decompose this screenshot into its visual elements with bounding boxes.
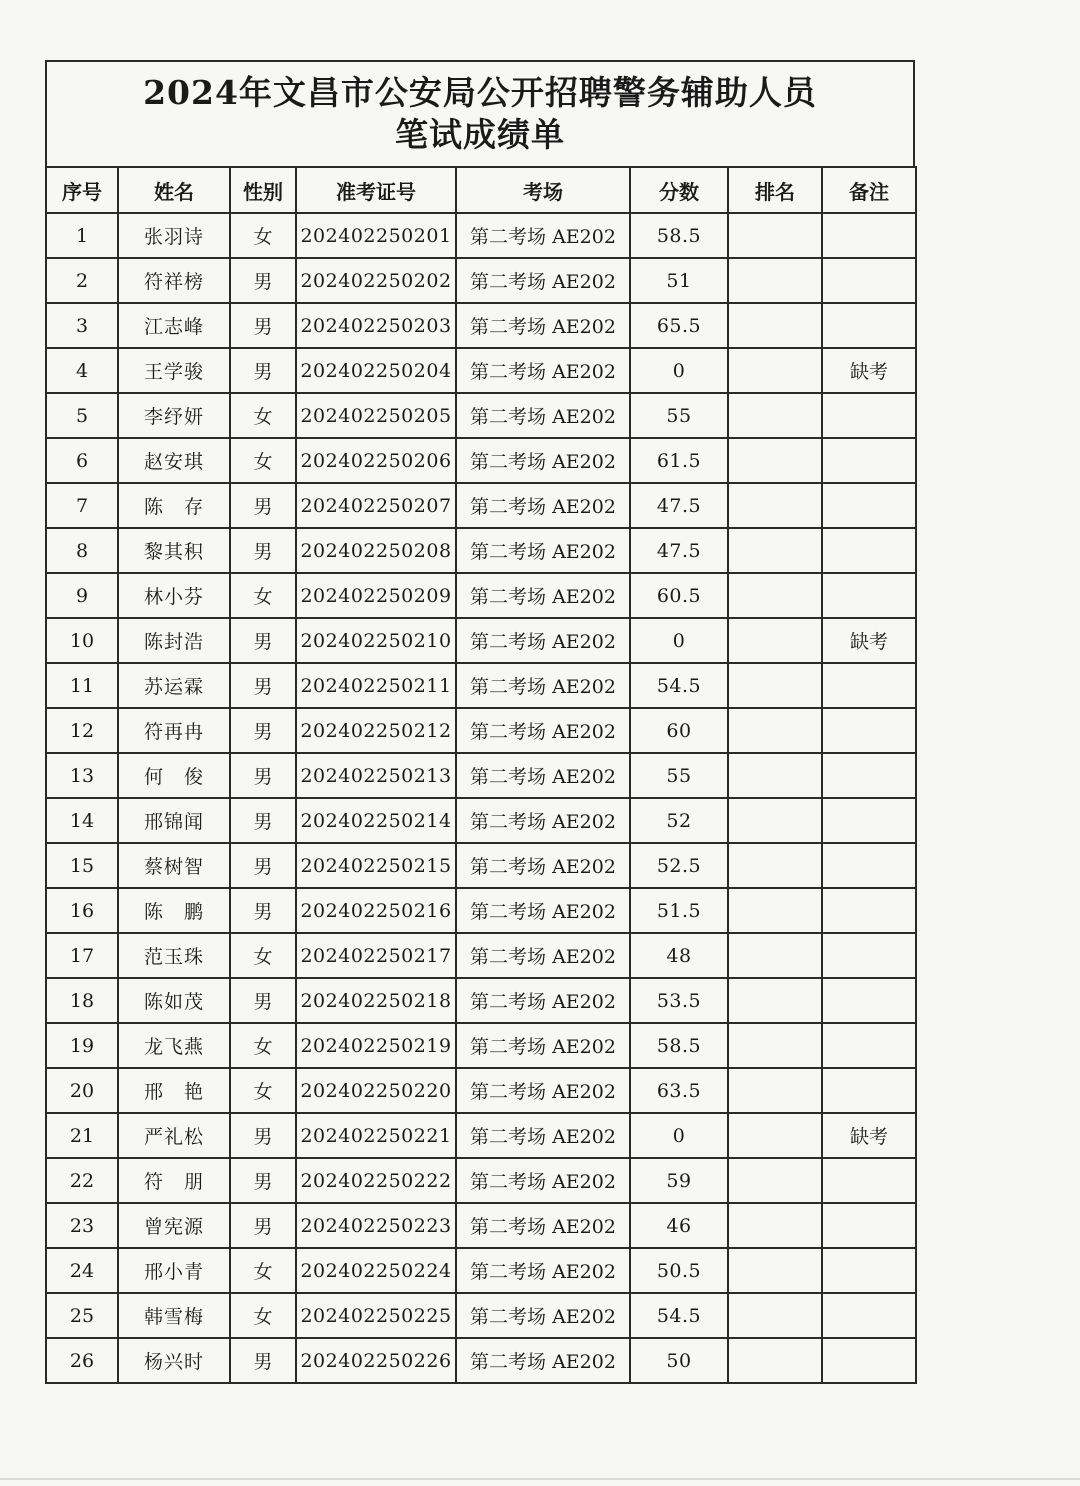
cell-exam-id: 202402250208 — [296, 528, 456, 573]
cell-rank — [728, 888, 822, 933]
cell-name: 范玉珠 — [118, 933, 230, 978]
cell-rank — [728, 483, 822, 528]
cell-gender: 男 — [230, 303, 296, 348]
cell-note — [822, 753, 916, 798]
cell-exam-id: 202402250218 — [296, 978, 456, 1023]
cell-score: 47.5 — [630, 528, 728, 573]
cell-exam-room: 第二考场 AE202 — [456, 1248, 630, 1293]
cell-name: 曾宪源 — [118, 1203, 230, 1248]
cell-rank — [728, 798, 822, 843]
table-row — [46, 573, 916, 618]
cell-rank — [728, 573, 822, 618]
cell-score: 55 — [630, 753, 728, 798]
cell-exam-room: 第二考场 AE202 — [456, 1023, 630, 1068]
table-row — [46, 1068, 916, 1113]
cell-rank — [728, 1338, 822, 1383]
cell-score: 60 — [630, 708, 728, 753]
cell-gender: 男 — [230, 618, 296, 663]
cell-note — [822, 528, 916, 573]
cell-no: 11 — [46, 663, 118, 708]
table-row — [46, 213, 916, 258]
cell-score: 53.5 — [630, 978, 728, 1023]
score-sheet — [45, 60, 915, 1384]
cell-note — [822, 978, 916, 1023]
table-row — [46, 663, 916, 708]
cell-note — [822, 258, 916, 303]
table-row — [46, 1338, 916, 1383]
cell-exam-id: 202402250209 — [296, 573, 456, 618]
document-subtitle: 笔试成绩单 — [395, 115, 565, 154]
cell-no: 12 — [46, 708, 118, 753]
cell-gender: 男 — [230, 483, 296, 528]
cell-rank — [728, 1248, 822, 1293]
cell-rank — [728, 708, 822, 753]
cell-exam-room: 第二考场 AE202 — [456, 483, 630, 528]
cell-no: 15 — [46, 843, 118, 888]
cell-score: 52 — [630, 798, 728, 843]
cell-exam-id: 202402250211 — [296, 663, 456, 708]
cell-score: 58.5 — [630, 213, 728, 258]
cell-gender: 男 — [230, 258, 296, 303]
cell-exam-room: 第二考场 AE202 — [456, 663, 630, 708]
header-exam-room: 考场 — [456, 167, 630, 213]
table-row — [46, 258, 916, 303]
cell-exam-id: 202402250215 — [296, 843, 456, 888]
cell-rank — [728, 978, 822, 1023]
cell-gender: 男 — [230, 978, 296, 1023]
cell-no: 13 — [46, 753, 118, 798]
cell-gender: 男 — [230, 753, 296, 798]
cell-note — [822, 213, 916, 258]
cell-rank — [728, 528, 822, 573]
cell-gender: 女 — [230, 1068, 296, 1113]
cell-note — [822, 843, 916, 888]
table-row — [46, 708, 916, 753]
cell-no: 5 — [46, 393, 118, 438]
cell-exam-room: 第二考场 AE202 — [456, 303, 630, 348]
cell-gender: 男 — [230, 1338, 296, 1383]
cell-no: 25 — [46, 1293, 118, 1338]
cell-rank — [728, 213, 822, 258]
cell-rank — [728, 1203, 822, 1248]
table-row — [46, 798, 916, 843]
cell-name: 符 朋 — [118, 1158, 230, 1203]
cell-no: 1 — [46, 213, 118, 258]
cell-name: 王学骏 — [118, 348, 230, 393]
cell-note — [822, 663, 916, 708]
cell-score: 60.5 — [630, 573, 728, 618]
cell-note — [822, 1293, 916, 1338]
cell-no: 26 — [46, 1338, 118, 1383]
cell-gender: 男 — [230, 708, 296, 753]
cell-gender: 男 — [230, 1113, 296, 1158]
cell-note — [822, 1068, 916, 1113]
cell-exam-id: 202402250202 — [296, 258, 456, 303]
cell-no: 14 — [46, 798, 118, 843]
table-row — [46, 1293, 916, 1338]
cell-note: 缺考 — [822, 348, 916, 393]
cell-name: 陈 鹏 — [118, 888, 230, 933]
cell-note — [822, 303, 916, 348]
cell-rank — [728, 618, 822, 663]
cell-note: 缺考 — [822, 618, 916, 663]
cell-exam-id: 202402250204 — [296, 348, 456, 393]
cell-score: 58.5 — [630, 1023, 728, 1068]
cell-name: 邢锦闻 — [118, 798, 230, 843]
cell-exam-room: 第二考场 AE202 — [456, 843, 630, 888]
cell-gender: 女 — [230, 1023, 296, 1068]
cell-no: 16 — [46, 888, 118, 933]
cell-exam-id: 202402250217 — [296, 933, 456, 978]
cell-note — [822, 438, 916, 483]
cell-gender: 女 — [230, 573, 296, 618]
cell-score: 51.5 — [630, 888, 728, 933]
cell-score: 46 — [630, 1203, 728, 1248]
cell-exam-id: 202402250222 — [296, 1158, 456, 1203]
cell-no: 7 — [46, 483, 118, 528]
cell-name: 苏运霖 — [118, 663, 230, 708]
cell-gender: 女 — [230, 1293, 296, 1338]
cell-score: 0 — [630, 348, 728, 393]
cell-exam-id: 202402250205 — [296, 393, 456, 438]
table-row — [46, 753, 916, 798]
table-row — [46, 1158, 916, 1203]
cell-note — [822, 1248, 916, 1293]
cell-exam-room: 第二考场 AE202 — [456, 1068, 630, 1113]
table-row — [46, 438, 916, 483]
cell-no: 20 — [46, 1068, 118, 1113]
cell-rank — [728, 348, 822, 393]
cell-exam-room: 第二考场 AE202 — [456, 528, 630, 573]
cell-rank — [728, 1113, 822, 1158]
cell-score: 61.5 — [630, 438, 728, 483]
cell-exam-room: 第二考场 AE202 — [456, 1203, 630, 1248]
cell-note — [822, 1023, 916, 1068]
cell-gender: 男 — [230, 843, 296, 888]
cell-name: 符再冉 — [118, 708, 230, 753]
cell-exam-id: 202402250207 — [296, 483, 456, 528]
cell-score: 0 — [630, 1113, 728, 1158]
cell-name: 杨兴时 — [118, 1338, 230, 1383]
cell-gender: 男 — [230, 663, 296, 708]
cell-rank — [728, 1023, 822, 1068]
cell-note — [822, 1158, 916, 1203]
cell-score: 63.5 — [630, 1068, 728, 1113]
cell-score: 51 — [630, 258, 728, 303]
cell-name: 林小芬 — [118, 573, 230, 618]
cell-gender: 女 — [230, 1248, 296, 1293]
cell-score: 59 — [630, 1158, 728, 1203]
table-row — [46, 933, 916, 978]
cell-name: 韩雪梅 — [118, 1293, 230, 1338]
cell-score: 0 — [630, 618, 728, 663]
cell-exam-id: 202402250212 — [296, 708, 456, 753]
cell-gender: 男 — [230, 798, 296, 843]
cell-gender: 男 — [230, 528, 296, 573]
cell-name: 赵安琪 — [118, 438, 230, 483]
cell-no: 23 — [46, 1203, 118, 1248]
cell-exam-room: 第二考场 AE202 — [456, 573, 630, 618]
cell-no: 22 — [46, 1158, 118, 1203]
cell-exam-id: 202402250221 — [296, 1113, 456, 1158]
cell-no: 2 — [46, 258, 118, 303]
cell-exam-room: 第二考场 AE202 — [456, 1338, 630, 1383]
cell-note — [822, 933, 916, 978]
cell-note: 缺考 — [822, 1113, 916, 1158]
cell-gender: 女 — [230, 933, 296, 978]
cell-exam-room: 第二考场 AE202 — [456, 978, 630, 1023]
header-name: 姓名 — [118, 167, 230, 213]
cell-exam-room: 第二考场 AE202 — [456, 708, 630, 753]
cell-exam-room: 第二考场 AE202 — [456, 618, 630, 663]
cell-exam-room: 第二考场 AE202 — [456, 213, 630, 258]
cell-exam-room: 第二考场 AE202 — [456, 888, 630, 933]
cell-exam-room: 第二考场 AE202 — [456, 1293, 630, 1338]
header-note: 备注 — [822, 167, 916, 213]
cell-exam-id: 202402250226 — [296, 1338, 456, 1383]
cell-note — [822, 798, 916, 843]
cell-no: 19 — [46, 1023, 118, 1068]
cell-no: 6 — [46, 438, 118, 483]
header-no: 序号 — [46, 167, 118, 213]
table-row — [46, 978, 916, 1023]
table-row — [46, 348, 916, 393]
table-row — [46, 393, 916, 438]
cell-exam-id: 202402250214 — [296, 798, 456, 843]
cell-name: 蔡树智 — [118, 843, 230, 888]
table-header-row — [46, 167, 916, 213]
cell-no: 18 — [46, 978, 118, 1023]
cell-note — [822, 708, 916, 753]
cell-exam-id: 202402250216 — [296, 888, 456, 933]
table-row — [46, 888, 916, 933]
cell-exam-id: 202402250220 — [296, 1068, 456, 1113]
cell-gender: 女 — [230, 393, 296, 438]
cell-note — [822, 573, 916, 618]
cell-name: 龙飞燕 — [118, 1023, 230, 1068]
cell-no: 4 — [46, 348, 118, 393]
table-row — [46, 483, 916, 528]
table-row — [46, 1203, 916, 1248]
cell-exam-id: 202402250210 — [296, 618, 456, 663]
cell-gender: 男 — [230, 348, 296, 393]
cell-name: 陈如茂 — [118, 978, 230, 1023]
cell-exam-room: 第二考场 AE202 — [456, 1113, 630, 1158]
cell-rank — [728, 1068, 822, 1113]
table-row — [46, 303, 916, 348]
cell-rank — [728, 1293, 822, 1338]
cell-score: 50.5 — [630, 1248, 728, 1293]
cell-rank — [728, 1158, 822, 1203]
cell-name: 邢 艳 — [118, 1068, 230, 1113]
cell-exam-id: 202402250223 — [296, 1203, 456, 1248]
header-rank: 排名 — [728, 167, 822, 213]
cell-gender: 男 — [230, 888, 296, 933]
cell-no: 9 — [46, 573, 118, 618]
cell-exam-id: 202402250224 — [296, 1248, 456, 1293]
cell-no: 8 — [46, 528, 118, 573]
table-row — [46, 1248, 916, 1293]
cell-rank — [728, 303, 822, 348]
cell-name: 张羽诗 — [118, 213, 230, 258]
table-row — [46, 1113, 916, 1158]
cell-name: 江志峰 — [118, 303, 230, 348]
cell-rank — [728, 843, 822, 888]
cell-exam-room: 第二考场 AE202 — [456, 1158, 630, 1203]
cell-exam-id: 202402250206 — [296, 438, 456, 483]
cell-rank — [728, 933, 822, 978]
cell-no: 3 — [46, 303, 118, 348]
cell-score: 52.5 — [630, 843, 728, 888]
table-row — [46, 528, 916, 573]
cell-note — [822, 1203, 916, 1248]
cell-score: 47.5 — [630, 483, 728, 528]
cell-name: 陈封浩 — [118, 618, 230, 663]
cell-exam-id: 202402250201 — [296, 213, 456, 258]
cell-name: 何 俊 — [118, 753, 230, 798]
cell-score: 54.5 — [630, 663, 728, 708]
cell-gender: 男 — [230, 1158, 296, 1203]
cell-no: 10 — [46, 618, 118, 663]
cell-exam-room: 第二考场 AE202 — [456, 348, 630, 393]
cell-name: 严礼松 — [118, 1113, 230, 1158]
cell-exam-room: 第二考场 AE202 — [456, 438, 630, 483]
header-exam-id: 准考证号 — [296, 167, 456, 213]
cell-score: 55 — [630, 393, 728, 438]
cell-exam-room: 第二考场 AE202 — [456, 258, 630, 303]
cell-name: 符祥榜 — [118, 258, 230, 303]
cell-exam-room: 第二考场 AE202 — [456, 753, 630, 798]
cell-name: 黎其积 — [118, 528, 230, 573]
cell-rank — [728, 393, 822, 438]
table-row — [46, 618, 916, 663]
cell-rank — [728, 753, 822, 798]
table-row — [46, 843, 916, 888]
cell-note — [822, 483, 916, 528]
cell-name: 李纾妍 — [118, 393, 230, 438]
page-edge-line — [0, 1478, 1080, 1480]
cell-exam-room: 第二考场 AE202 — [456, 393, 630, 438]
cell-note — [822, 1338, 916, 1383]
cell-score: 50 — [630, 1338, 728, 1383]
cell-exam-id: 202402250225 — [296, 1293, 456, 1338]
score-table — [45, 166, 917, 1384]
cell-exam-room: 第二考场 AE202 — [456, 798, 630, 843]
table-row — [46, 1023, 916, 1068]
cell-no: 21 — [46, 1113, 118, 1158]
cell-name: 邢小青 — [118, 1248, 230, 1293]
cell-score: 54.5 — [630, 1293, 728, 1338]
table-body — [46, 213, 916, 1383]
cell-score: 48 — [630, 933, 728, 978]
cell-exam-id: 202402250203 — [296, 303, 456, 348]
cell-rank — [728, 663, 822, 708]
header-score: 分数 — [630, 167, 728, 213]
cell-no: 24 — [46, 1248, 118, 1293]
cell-gender: 男 — [230, 1203, 296, 1248]
cell-note — [822, 888, 916, 933]
cell-exam-id: 202402250219 — [296, 1023, 456, 1068]
document-title: 2024年文昌市公安局公开招聘警务辅助人员 — [143, 73, 817, 112]
cell-exam-id: 202402250213 — [296, 753, 456, 798]
title-box — [45, 60, 915, 166]
header-gender: 性别 — [230, 167, 296, 213]
cell-rank — [728, 438, 822, 483]
cell-note — [822, 393, 916, 438]
cell-rank — [728, 258, 822, 303]
cell-no: 17 — [46, 933, 118, 978]
cell-gender: 女 — [230, 213, 296, 258]
cell-score: 65.5 — [630, 303, 728, 348]
cell-name: 陈 存 — [118, 483, 230, 528]
cell-gender: 女 — [230, 438, 296, 483]
cell-exam-room: 第二考场 AE202 — [456, 933, 630, 978]
